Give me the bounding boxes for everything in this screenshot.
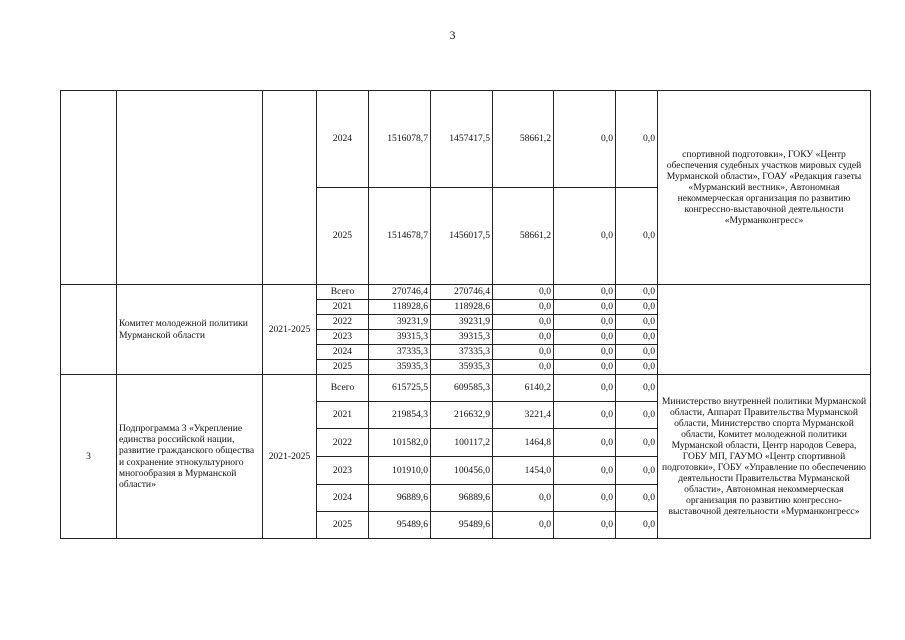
amount-cell: 0,0 xyxy=(554,285,616,300)
table-row xyxy=(61,375,871,402)
amount-cell: 609585,3 xyxy=(431,375,493,402)
amount-cell: 6140,2 xyxy=(493,375,554,402)
year-cell: 2023 xyxy=(317,330,369,345)
amount-cell: 0,0 xyxy=(493,345,554,360)
amount-cell: 0,0 xyxy=(616,375,658,402)
period-cell: 2021-2025 xyxy=(263,375,317,539)
amount-cell: 39231,9 xyxy=(431,315,493,330)
amount-cell: 0,0 xyxy=(616,300,658,315)
amount-cell: 216632,9 xyxy=(431,402,493,429)
amount-cell: 100456,0 xyxy=(431,457,493,485)
index-cell: 3 xyxy=(61,375,117,539)
year-cell: Всего xyxy=(317,285,369,300)
amount-cell: 58661,2 xyxy=(493,91,554,188)
amount-cell: 0,0 xyxy=(554,457,616,485)
table-row xyxy=(61,285,871,300)
amount-cell: 0,0 xyxy=(616,360,658,375)
amount-cell: 0,0 xyxy=(554,375,616,402)
amount-cell: 1456017,5 xyxy=(431,188,493,285)
year-cell: 2025 xyxy=(317,512,369,539)
total-cell: 615725,5 xyxy=(369,375,431,402)
index-cell xyxy=(61,285,117,375)
index-cell xyxy=(61,91,117,285)
period-cell xyxy=(263,91,317,285)
amount-cell: 0,0 xyxy=(554,485,616,512)
amount-cell: 95489,6 xyxy=(431,512,493,539)
total-cell: 118928,6 xyxy=(369,300,431,315)
total-cell: 96889,6 xyxy=(369,485,431,512)
responsible-org-cell: спортивной подготовки», ГОКУ «Центр обеспечения судебных участков мировых судей Мурманской области», ГОАУ «Редакция газеты «Мурманский вестник», Автономная некоммерческая организация по развитию конгрессно-выставочной деятельности «Мурманконгресс» xyxy=(658,91,871,285)
year-cell: 2025 xyxy=(317,188,369,285)
amount-cell: 0,0 xyxy=(616,188,658,285)
program-name-cell: Подпрограмма 3 «Укрепление единства российской нации, развитие гражданского общества и сохранение этнокультурного многообразия в Мурманской области» xyxy=(117,375,263,539)
year-cell: 2022 xyxy=(317,429,369,457)
amount-cell: 0,0 xyxy=(616,345,658,360)
amount-cell: 0,0 xyxy=(554,330,616,345)
amount-cell: 0,0 xyxy=(616,330,658,345)
total-cell: 95489,6 xyxy=(369,512,431,539)
amount-cell: 37335,3 xyxy=(431,345,493,360)
amount-cell: 0,0 xyxy=(554,300,616,315)
amount-cell: 0,0 xyxy=(616,485,658,512)
amount-cell: 0,0 xyxy=(554,315,616,330)
year-cell: 2024 xyxy=(317,485,369,512)
total-cell: 37335,3 xyxy=(369,345,431,360)
amount-cell: 0,0 xyxy=(554,345,616,360)
amount-cell: 0,0 xyxy=(493,300,554,315)
amount-cell: 0,0 xyxy=(554,91,616,188)
responsible-org-cell xyxy=(658,285,871,375)
year-cell: 2021 xyxy=(317,402,369,429)
year-cell: 2022 xyxy=(317,315,369,330)
year-cell: 2025 xyxy=(317,360,369,375)
total-cell: 219854,3 xyxy=(369,402,431,429)
amount-cell: 1464,8 xyxy=(493,429,554,457)
amount-cell: 0,0 xyxy=(554,188,616,285)
amount-cell: 0,0 xyxy=(616,429,658,457)
amount-cell: 58661,2 xyxy=(493,188,554,285)
amount-cell: 0,0 xyxy=(616,457,658,485)
year-cell: 2023 xyxy=(317,457,369,485)
page-number: 3 xyxy=(449,28,456,42)
amount-cell: 0,0 xyxy=(616,91,658,188)
total-cell: 39231,9 xyxy=(369,315,431,330)
period-cell: 2021-2025 xyxy=(263,285,317,375)
amount-cell: 0,0 xyxy=(554,360,616,375)
amount-cell: 0,0 xyxy=(493,285,554,300)
year-cell: 2021 xyxy=(317,300,369,315)
amount-cell: 3221,4 xyxy=(493,402,554,429)
amount-cell: 1454,0 xyxy=(493,457,554,485)
total-cell: 35935,3 xyxy=(369,360,431,375)
total-cell: 1514678,7 xyxy=(369,188,431,285)
total-cell: 270746,4 xyxy=(369,285,431,300)
table-row xyxy=(61,91,871,188)
amount-cell: 270746,4 xyxy=(431,285,493,300)
amount-cell: 0,0 xyxy=(554,429,616,457)
total-cell: 39315,3 xyxy=(369,330,431,345)
budget-table xyxy=(60,90,871,539)
amount-cell: 0,0 xyxy=(493,315,554,330)
total-cell: 101582,0 xyxy=(369,429,431,457)
year-cell: 2024 xyxy=(317,345,369,360)
amount-cell: 0,0 xyxy=(616,315,658,330)
amount-cell: 0,0 xyxy=(616,512,658,539)
name-cell xyxy=(117,91,263,285)
amount-cell: 39315,3 xyxy=(431,330,493,345)
amount-cell: 0,0 xyxy=(493,512,554,539)
amount-cell: 0,0 xyxy=(554,402,616,429)
total-cell: 1516078,7 xyxy=(369,91,431,188)
amount-cell: 1457417,5 xyxy=(431,91,493,188)
amount-cell: 118928,6 xyxy=(431,300,493,315)
amount-cell: 0,0 xyxy=(493,485,554,512)
amount-cell: 0,0 xyxy=(616,402,658,429)
program-name-cell: Комитет молодежной политики Мурманской области xyxy=(117,285,263,375)
total-cell: 101910,0 xyxy=(369,457,431,485)
amount-cell: 0,0 xyxy=(554,512,616,539)
amount-cell: 0,0 xyxy=(493,330,554,345)
year-cell: Всего xyxy=(317,375,369,402)
amount-cell: 0,0 xyxy=(493,360,554,375)
amount-cell: 35935,3 xyxy=(431,360,493,375)
amount-cell: 100117,2 xyxy=(431,429,493,457)
responsible-org-cell: Министерство внутренней политики Мурманской области, Аппарат Правительства Мурманской области, Министерство спорта Мурманской области, Комитет молодежной политики Мурманской области, Центр народов Севера, ГОБУ МП, ГАУМО «Центр спортивной подготовки», ГОБУ «Управление по обеспечению деятельности Правительства Мурманской области», Автономная некоммерческая организация по развитию конгрессно-выставочной деятельности «Мурманконгресс» xyxy=(658,375,871,539)
amount-cell: 96889,6 xyxy=(431,485,493,512)
amount-cell: 0,0 xyxy=(616,285,658,300)
year-cell: 2024 xyxy=(317,91,369,188)
